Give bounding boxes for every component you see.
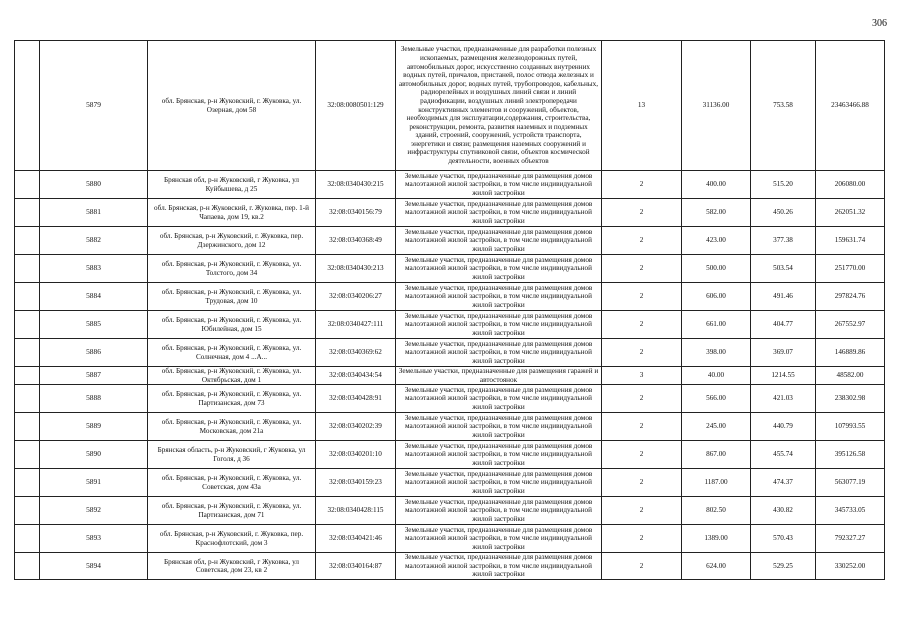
area-cell: 624.00 (682, 553, 751, 580)
blank-cell (15, 199, 40, 227)
table-row (15, 41, 885, 171)
address-cell: обл. Брянская, р-н Жуковский, г. Жуковка, ул. Юбилейная, дом 15 (148, 311, 316, 339)
use-code-cell: 2 (602, 227, 682, 255)
cadastral-value-cell: 297824.76 (816, 283, 885, 311)
address-cell: обл. Брянская, р-н Жуковский, г. Жуковка, ул. Московская, дом 21а (148, 413, 316, 441)
use-code-cell: 2 (602, 553, 682, 580)
use-code-cell: 2 (602, 469, 682, 497)
unit-value-cell: 440.79 (751, 413, 816, 441)
table-row (15, 497, 885, 525)
unit-value-cell: 515.20 (751, 171, 816, 199)
area-cell: 423.00 (682, 227, 751, 255)
table-row (15, 469, 885, 497)
use-code-cell: 2 (602, 199, 682, 227)
table-row (15, 283, 885, 311)
cadastral-number-cell: 32:08:0340427:111 (316, 311, 396, 339)
blank-cell (15, 385, 40, 413)
area-cell: 500.00 (682, 255, 751, 283)
land-use-cell: Земельные участки, предназначенные для размещения домов малоэтажной жилой застройки, в том числе индивидуальной жилой застройки (396, 441, 602, 469)
row-number: 5886 (40, 339, 148, 367)
land-use-cell: Земельные участки, предназначенные для размещения домов малоэтажной жилой застройки, в том числе индивидуальной жилой застройки (396, 413, 602, 441)
area-cell: 867.00 (682, 441, 751, 469)
row-number: 5884 (40, 283, 148, 311)
area-cell: 245.00 (682, 413, 751, 441)
table-row (15, 553, 885, 580)
use-code-cell: 2 (602, 525, 682, 553)
cadastral-value-cell: 159631.74 (816, 227, 885, 255)
unit-value-cell: 369.07 (751, 339, 816, 367)
address-cell: Брянская область, р-н Жуковский, г Жуковка, ул Гоголя, д 36 (148, 441, 316, 469)
cadastral-number-cell: 32:08:0340159:23 (316, 469, 396, 497)
use-code-cell: 2 (602, 171, 682, 199)
land-use-cell: Земельные участки, предназначенные для размещения домов малоэтажной жилой застройки, в том числе индивидуальной жилой застройки (396, 255, 602, 283)
row-number: 5894 (40, 553, 148, 580)
land-use-cell: Земельные участки, предназначенные для размещения домов малоэтажной жилой застройки, в том числе индивидуальной жилой застройки (396, 199, 602, 227)
row-number: 5893 (40, 525, 148, 553)
table-row (15, 525, 885, 553)
row-number: 5882 (40, 227, 148, 255)
land-use-cell: Земельные участки, предназначенные для размещения домов малоэтажной жилой застройки, в том числе индивидуальной жилой застройки (396, 497, 602, 525)
cadastral-number-cell: 32:08:0340201:10 (316, 441, 396, 469)
cadastral-value-cell: 238302.98 (816, 385, 885, 413)
address-cell: обл. Брянская, р-н Жуковский, г. Жуковка, пер. Краснофлотский, дом 3 (148, 525, 316, 553)
cadastral-number-cell: 32:08:0340428:115 (316, 497, 396, 525)
area-cell: 606.00 (682, 283, 751, 311)
row-number: 5881 (40, 199, 148, 227)
unit-value-cell: 529.25 (751, 553, 816, 580)
row-number: 5879 (40, 41, 148, 171)
use-code-cell: 2 (602, 255, 682, 283)
row-number: 5890 (40, 441, 148, 469)
cadastral-number-cell: 32:08:0340156:79 (316, 199, 396, 227)
cadastral-number-cell: 32:08:0340430:215 (316, 171, 396, 199)
cadastral-value-cell: 23463466.88 (816, 41, 885, 171)
cadastral-number-cell: 32:08:0340434:54 (316, 367, 396, 385)
table-row (15, 413, 885, 441)
row-number: 5892 (40, 497, 148, 525)
cadastral-number-cell: 32:08:0340430:213 (316, 255, 396, 283)
blank-cell (15, 525, 40, 553)
land-use-cell: Земельные участки, предназначенные для размещения домов малоэтажной жилой застройки, в том числе индивидуальной жилой застройки (396, 339, 602, 367)
use-code-cell: 2 (602, 497, 682, 525)
address-cell: обл. Брянская, р-н Жуковский, г. Жуковка, ул. Солнечная, дом 4 ...А... (148, 339, 316, 367)
cadastral-number-cell: 32:08:0340206:27 (316, 283, 396, 311)
cadastral-value-cell: 792327.27 (816, 525, 885, 553)
blank-cell (15, 497, 40, 525)
unit-value-cell: 455.74 (751, 441, 816, 469)
cadastral-value-table (14, 40, 885, 580)
row-number: 5887 (40, 367, 148, 385)
land-use-cell: Земельные участки, предназначенные для размещения домов малоэтажной жилой застройки, в том числе индивидуальной жилой застройки (396, 469, 602, 497)
use-code-cell: 2 (602, 385, 682, 413)
blank-cell (15, 339, 40, 367)
cadastral-value-cell: 267552.97 (816, 311, 885, 339)
cadastral-number-cell: 32:08:0340164:87 (316, 553, 396, 580)
use-code-cell: 3 (602, 367, 682, 385)
use-code-cell: 2 (602, 441, 682, 469)
unit-value-cell: 1214.55 (751, 367, 816, 385)
blank-cell (15, 469, 40, 497)
table-row (15, 199, 885, 227)
address-cell: обл. Брянская, р-н Жуковский, г. Жуковка, ул. Трудовая, дом 10 (148, 283, 316, 311)
cadastral-value-cell: 206080.00 (816, 171, 885, 199)
area-cell: 582.00 (682, 199, 751, 227)
unit-value-cell: 377.38 (751, 227, 816, 255)
address-cell: обл. Брянская, р-н Жуковский, г. Жуковка, ул. Советская, дом 43а (148, 469, 316, 497)
unit-value-cell: 491.46 (751, 283, 816, 311)
address-cell: обл. Брянская, р-н Жуковский, г. Жуковка, пер. Дзержинского, дом 12 (148, 227, 316, 255)
table-row (15, 339, 885, 367)
row-number: 5883 (40, 255, 148, 283)
address-cell: обл. Брянская, р-н Жуковский, г. Жуковка, ул. Партизанская, дом 73 (148, 385, 316, 413)
blank-cell (15, 441, 40, 469)
land-use-cell: Земельные участки, предназначенные для размещения домов малоэтажной жилой застройки, в том числе индивидуальной жилой застройки (396, 283, 602, 311)
unit-value-cell: 570.43 (751, 525, 816, 553)
address-cell: обл. Брянская, р-н Жуковский, г. Жуковка, пер. 1-й Чапаева, дом 19, кв.2 (148, 199, 316, 227)
land-use-cell: Земельные участки, предназначенные для размещения домов малоэтажной жилой застройки, в том числе индивидуальной жилой застройки (396, 311, 602, 339)
unit-value-cell: 474.37 (751, 469, 816, 497)
blank-cell (15, 413, 40, 441)
blank-cell (15, 367, 40, 385)
area-cell: 1389.00 (682, 525, 751, 553)
address-cell: Брянская обл, р-н Жуковский, г Жуковка, ул Советская, дом 23, кв 2 (148, 553, 316, 580)
cadastral-value-cell: 563077.19 (816, 469, 885, 497)
cadastral-number-cell: 32:08:0340368:49 (316, 227, 396, 255)
cadastral-number-cell: 32:08:0340202:39 (316, 413, 396, 441)
blank-cell (15, 255, 40, 283)
area-cell: 1187.00 (682, 469, 751, 497)
cadastral-number-cell: 32:08:0080501:129 (316, 41, 396, 171)
land-use-cell: Земельные участки, предназначенные для размещения домов малоэтажной жилой застройки, в том числе индивидуальной жилой застройки (396, 553, 602, 580)
unit-value-cell: 421.03 (751, 385, 816, 413)
blank-cell (15, 227, 40, 255)
row-number: 5888 (40, 385, 148, 413)
use-code-cell: 13 (602, 41, 682, 171)
use-code-cell: 2 (602, 283, 682, 311)
land-use-cell: Земельные участки, предназначенные для размещения домов малоэтажной жилой застройки, в том числе индивидуальной жилой застройки (396, 385, 602, 413)
area-cell: 398.00 (682, 339, 751, 367)
blank-cell (15, 553, 40, 580)
cadastral-value-cell: 251770.00 (816, 255, 885, 283)
address-cell: обл. Брянская, р-н Жуковский, г. Жуковка, ул. Октябрьская, дом 1 (148, 367, 316, 385)
area-cell: 661.00 (682, 311, 751, 339)
land-use-cell: Земельные участки, предназначенные для размещения домов малоэтажной жилой застройки, в том числе индивидуальной жилой застройки (396, 171, 602, 199)
cadastral-value-cell: 330252.00 (816, 553, 885, 580)
address-cell: обл. Брянская, р-н Жуковский, г. Жуковка, ул. Озерная, дом 58 (148, 41, 316, 171)
table-row (15, 255, 885, 283)
table-row (15, 367, 885, 385)
cadastral-value-cell: 107993.55 (816, 413, 885, 441)
blank-cell (15, 171, 40, 199)
area-cell: 400.00 (682, 171, 751, 199)
use-code-cell: 2 (602, 311, 682, 339)
unit-value-cell: 404.77 (751, 311, 816, 339)
page-number: 306 (872, 18, 887, 29)
cadastral-value-cell: 345733.05 (816, 497, 885, 525)
cadastral-value-cell: 146889.86 (816, 339, 885, 367)
area-cell: 802.50 (682, 497, 751, 525)
row-number: 5880 (40, 171, 148, 199)
area-cell: 566.00 (682, 385, 751, 413)
land-use-cell: Земельные участки, предназначенные для размещения домов малоэтажной жилой застройки, в том числе индивидуальной жилой застройки (396, 227, 602, 255)
unit-value-cell: 503.54 (751, 255, 816, 283)
blank-cell (15, 311, 40, 339)
unit-value-cell: 753.58 (751, 41, 816, 171)
land-use-cell: Земельные участки, предназначенные для размещения гаражей и автостоянок (396, 367, 602, 385)
address-cell: обл. Брянская, р-н Жуковский, г. Жуковка, ул. Толстого, дом 34 (148, 255, 316, 283)
cadastral-number-cell: 32:08:0340428:91 (316, 385, 396, 413)
land-use-cell: Земельные участки, предназначенные для размещения домов малоэтажной жилой застройки, в том числе индивидуальной жилой застройки (396, 525, 602, 553)
address-cell: Брянская обл, р-н Жуковский, г Жуковка, ул Куйбышева, д 25 (148, 171, 316, 199)
blank-cell (15, 283, 40, 311)
table-row (15, 171, 885, 199)
cadastral-number-cell: 32:08:0340421:46 (316, 525, 396, 553)
row-number: 5885 (40, 311, 148, 339)
use-code-cell: 2 (602, 413, 682, 441)
unit-value-cell: 430.82 (751, 497, 816, 525)
cadastral-value-cell: 48582.00 (816, 367, 885, 385)
land-use-cell: Земельные участки, предназначенные для разработки полезных ископаемых, размещения железнодорожных путей, автомобильных дорог, искусственно созданных внутренних водных путей, причалов, пристаней, полос отвода железных и автомобильных дорог, водных путей, трубопроводов, кабельных, радиорелейных и воздушных линий связи и линий радиофикации, воздушных линий электропередачи конструктивных элементов и сооружений, объектов, необходимых для эксплуатации,содержания, строительства, реконструкции, ремонта, развития наземных и подземных зданий, строений, сооружений, устройств транспорта, энергетики и связи; размещения наземных сооружений и инфраструктуры спутниковой связи, объектов космической деятельности, военных объектов (396, 41, 602, 171)
area-cell: 40.00 (682, 367, 751, 385)
table-row (15, 441, 885, 469)
cadastral-value-cell: 262051.32 (816, 199, 885, 227)
row-number: 5889 (40, 413, 148, 441)
cadastral-value-cell: 395126.58 (816, 441, 885, 469)
table-row (15, 227, 885, 255)
unit-value-cell: 450.26 (751, 199, 816, 227)
cadastral-number-cell: 32:08:0340369:62 (316, 339, 396, 367)
address-cell: обл. Брянская, р-н Жуковский, г. Жуковка, ул. Партизанская, дом 71 (148, 497, 316, 525)
table-row (15, 385, 885, 413)
use-code-cell: 2 (602, 339, 682, 367)
row-number: 5891 (40, 469, 148, 497)
table-row (15, 311, 885, 339)
blank-cell (15, 41, 40, 171)
area-cell: 31136.00 (682, 41, 751, 171)
